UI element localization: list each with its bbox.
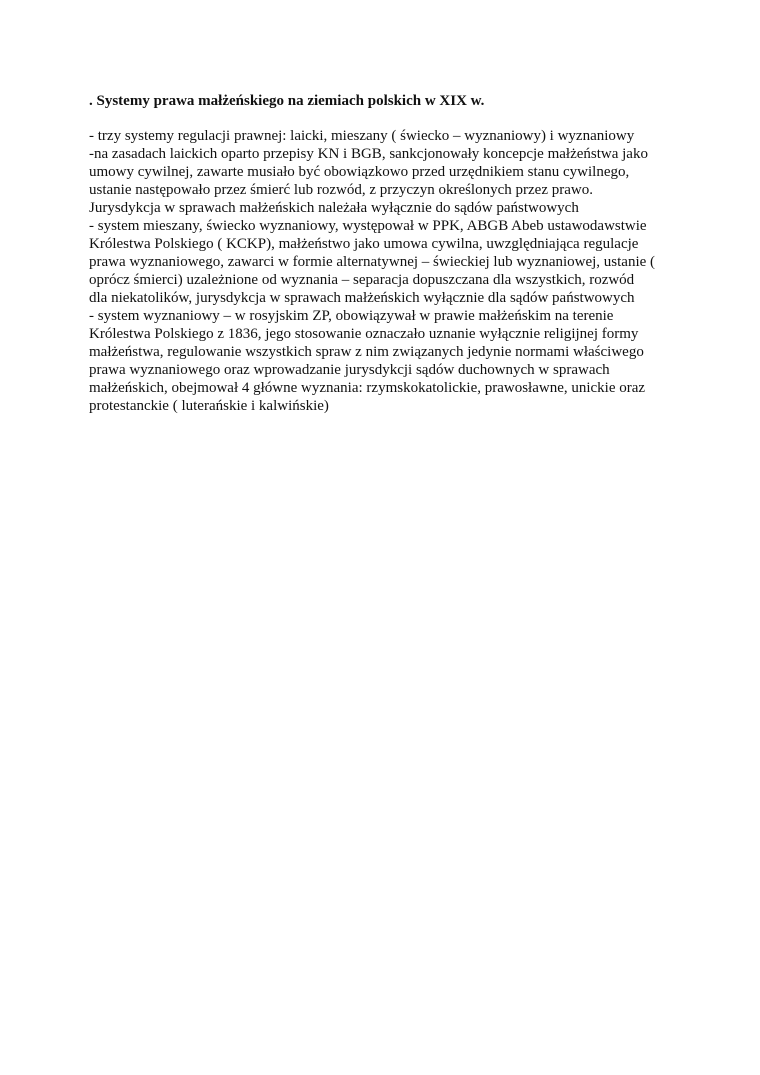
body-line: -na zasadach laickich oparto przepisy KN i BGB, sankcjonowały koncepcje małżeństwa jako [89, 146, 648, 162]
body-line: - system mieszany, świecko wyznaniowy, występował w PPK, ABGB Abeb ustawodawstwie [89, 218, 647, 234]
body-line: oprócz śmierci) uzależnione od wyznania – separacja dopuszczana dla wszystkich, rozwód [89, 272, 635, 288]
document-body [89, 127, 689, 415]
body-line: - system wyznaniowy – w rosyjskim ZP, obowiązywał w prawie małżeńskim na terenie [89, 308, 614, 324]
body-line: prawa wyznaniowego oraz wprowadzanie jurysdykcji sądów duchownych w sprawach [89, 362, 610, 378]
document-title: . Systemy prawa małżeńskiego na ziemiach polskich w XIX w. [89, 93, 485, 109]
body-line: małżeństwa, regulowanie wszystkich spraw z nim związanych jedynie normami właściwego [89, 344, 644, 360]
body-line: dla niekatolików, jurysdykcja w sprawach małżeńskich wyłącznie dla sądów państwowych [89, 290, 635, 306]
body-line: małżeńskich, obejmował 4 główne wyznania: rzymskokatolickie, prawosławne, unickie oraz [89, 380, 646, 396]
body-line: umowy cywilnej, zawarte musiało być obowiązkowo przed urzędnikiem stanu cywilnego, [89, 164, 630, 180]
body-line: Królestwa Polskiego z 1836, jego stosowanie oznaczało uznanie wyłącznie religijnej formy [89, 326, 639, 342]
body-line: protestanckie ( luterańskie i kalwińskie) [89, 398, 329, 414]
body-line: ustanie następowało przez śmierć lub rozwód, z przyczyn określonych przez prawo. [89, 182, 593, 198]
body-line: - trzy systemy regulacji prawnej: laicki, mieszany ( świecko – wyznaniowy) i wyznaniowy [89, 128, 635, 144]
body-line: Jurysdykcja w sprawach małżeńskich należała wyłącznie do sądów państwowych [89, 200, 579, 216]
body-line: prawa wyznaniowego, zawarci w formie alternatywnej – świeckiej lub wyznaniowej, ustanie ( [89, 254, 656, 270]
document-content [89, 91, 689, 415]
body-line: Królestwa Polskiego ( KCKP), małżeństwo jako umowa cywilna, uwzględniająca regulacje [89, 236, 639, 252]
